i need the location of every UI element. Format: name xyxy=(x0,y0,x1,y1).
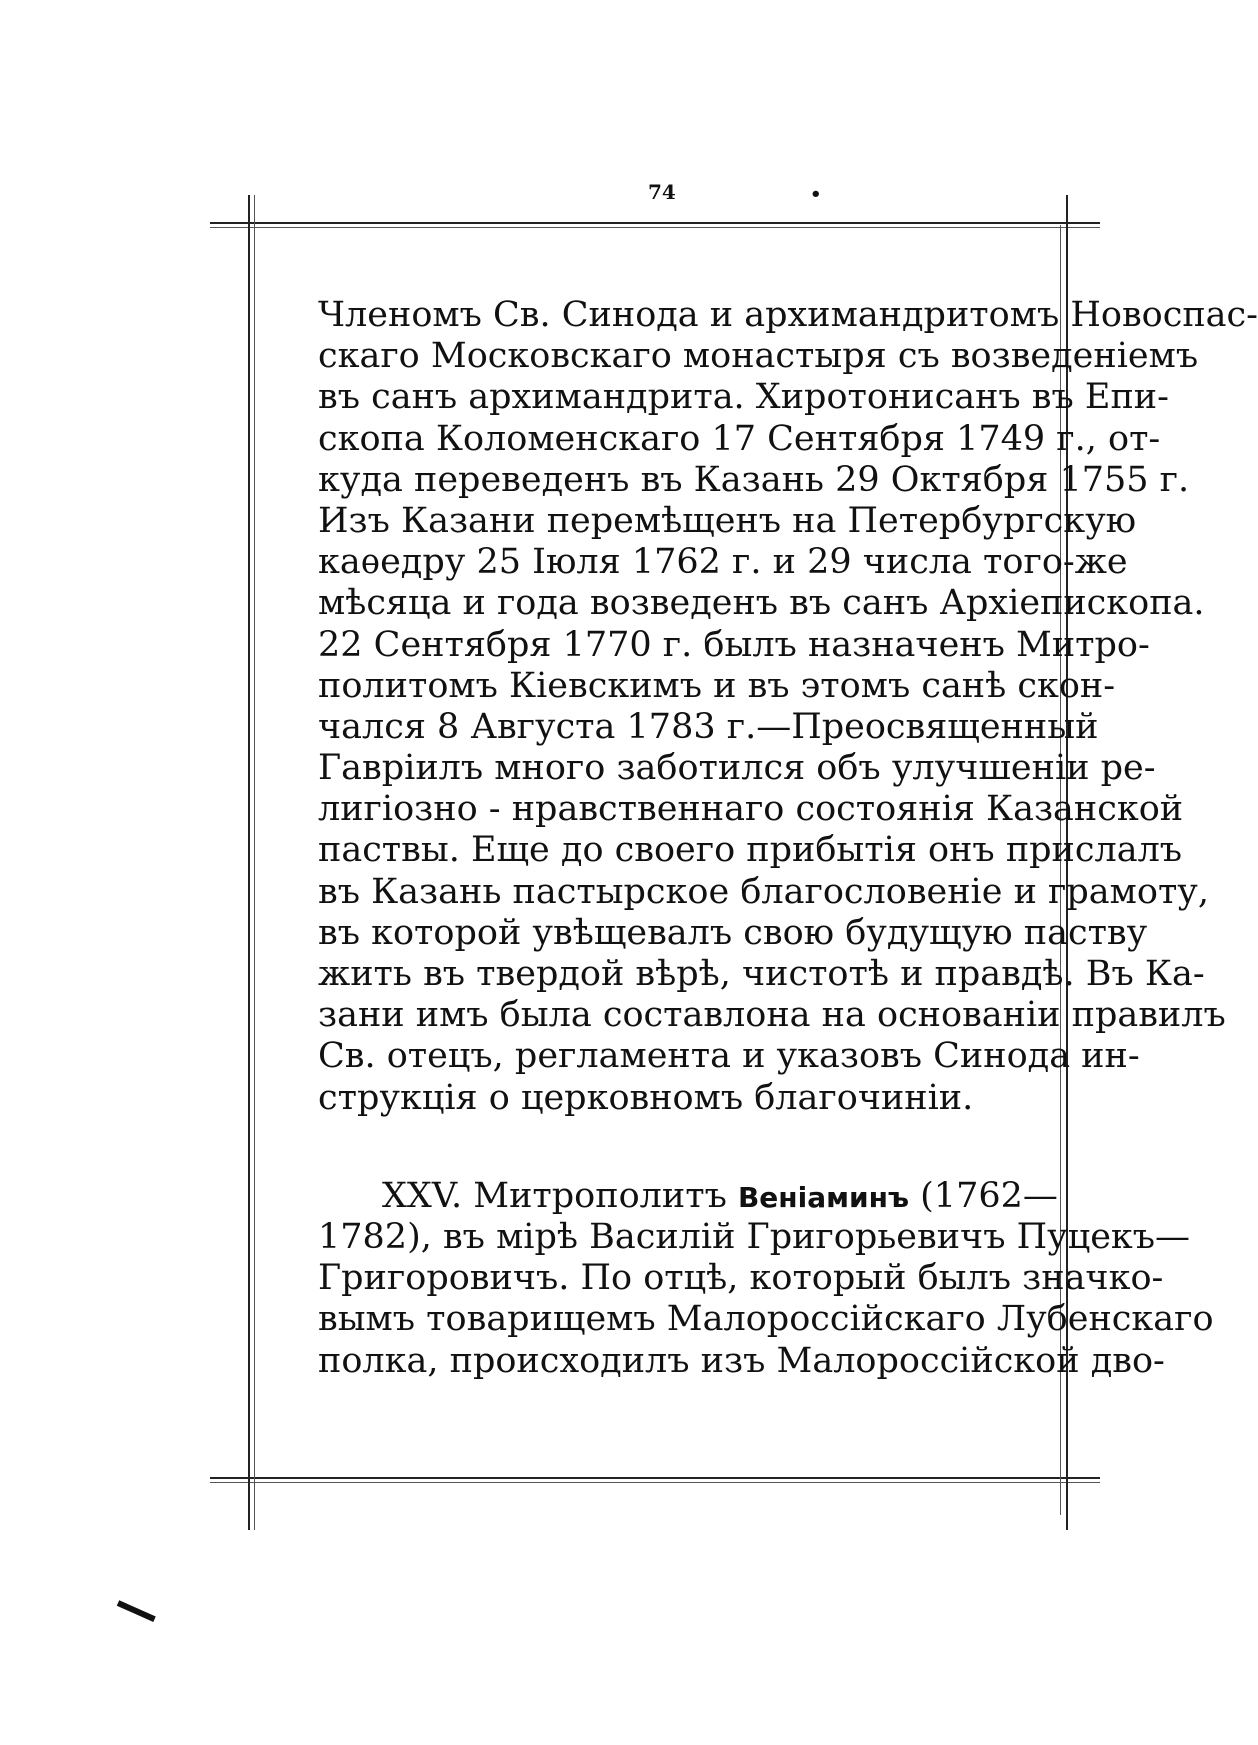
page-number: 74 xyxy=(648,180,676,204)
paragraph-1-line: жить въ твердой вѣрѣ, чистотѣ и правдѣ. Въ Ка- xyxy=(318,954,1205,994)
paragraph-1-line: Членомъ Св. Синода и архимандритомъ Новоспас- xyxy=(318,295,1258,335)
paragraph-1-line: 22 Сентября 1770 г. былъ назначенъ Митро- xyxy=(318,624,1150,665)
paragraph-2-heading-line xyxy=(318,1175,1058,1217)
body-text xyxy=(318,295,1258,1382)
paragraph-2-heading-prefix: XXV. Митрополитъ xyxy=(382,1175,738,1216)
paragraph-1-line: въ Казань пастырское благословеніе и грамоту, xyxy=(318,871,1210,912)
paragraph-2-heading-suffix: (1762— xyxy=(909,1175,1058,1216)
paragraph-1-line: Изъ Казани перемѣщенъ на Петербургскую xyxy=(318,500,1137,541)
paragraph-2-line: Григоровичъ. По отцѣ, который былъ значко- xyxy=(318,1258,1164,1299)
paragraph-2-heading-name: Веніаминъ xyxy=(737,1180,910,1214)
paragraph-2-line: 1782), въ мірѣ Василій Григорьевичъ Пуцекъ— xyxy=(318,1216,1191,1257)
top-frame-rule xyxy=(210,222,1100,228)
paragraph-1-line: въ которой увѣщевалъ свою будущую паству xyxy=(318,912,1148,953)
paragraph-1-line: зани имъ была составлона на основаніи правилъ xyxy=(318,995,1226,1036)
left-frame-inner-rule xyxy=(254,195,255,1530)
left-frame-rule xyxy=(248,195,250,1530)
paragraph-1-line: въ санъ архимандрита. Хиротонисанъ въ Епи- xyxy=(318,377,1169,418)
paragraph-1-line: лигіозно - нравственнаго состоянія Казанской xyxy=(318,789,1184,830)
paragraph-1-line: паствы. Еще до своего прибытія онъ прислалъ xyxy=(318,830,1183,871)
paragraph-1-line: каѳедру 25 Іюля 1762 г. и 29 числа того-же xyxy=(318,542,1128,583)
paragraph-1-line: чался 8 Августа 1783 г.—Преосвященный xyxy=(318,706,1099,747)
paragraph-2-line: полка, происходилъ изъ Малороссійской дво- xyxy=(318,1340,1165,1381)
bottom-frame-rule xyxy=(210,1477,1100,1483)
paragraph-1-line: мѣсяца и года возведенъ въ санъ Архіепископа. xyxy=(318,583,1205,624)
paragraph-gap xyxy=(318,1119,998,1176)
paragraph-1-line: скаго Московскаго монастыря съ возведеніемъ xyxy=(318,336,1199,377)
paragraph-2-line: вымъ товарищемъ Малороссійскаго Лубенскаго xyxy=(318,1299,1214,1340)
header-mark: • xyxy=(810,184,822,205)
paragraph-1-line: Св. отецъ, регламента и указовъ Синода ин- xyxy=(318,1036,1140,1077)
paragraph-1-line: скопа Коломенскаго 17 Сентября 1749 г., от- xyxy=(318,418,1161,459)
stray-ink-mark xyxy=(117,1600,156,1622)
paragraph-1-line: струкція о церковномъ благочиніи. xyxy=(318,1077,974,1118)
paragraph-1-line: политомъ Кіевскимъ и въ этомъ санѣ скон- xyxy=(318,665,1116,706)
paragraph-1-line: куда переведенъ въ Казань 29 Октября 1755 г. xyxy=(318,459,1190,500)
paragraph-1-line: Гавріилъ много заботился объ улучшеніи ре- xyxy=(318,748,1156,789)
